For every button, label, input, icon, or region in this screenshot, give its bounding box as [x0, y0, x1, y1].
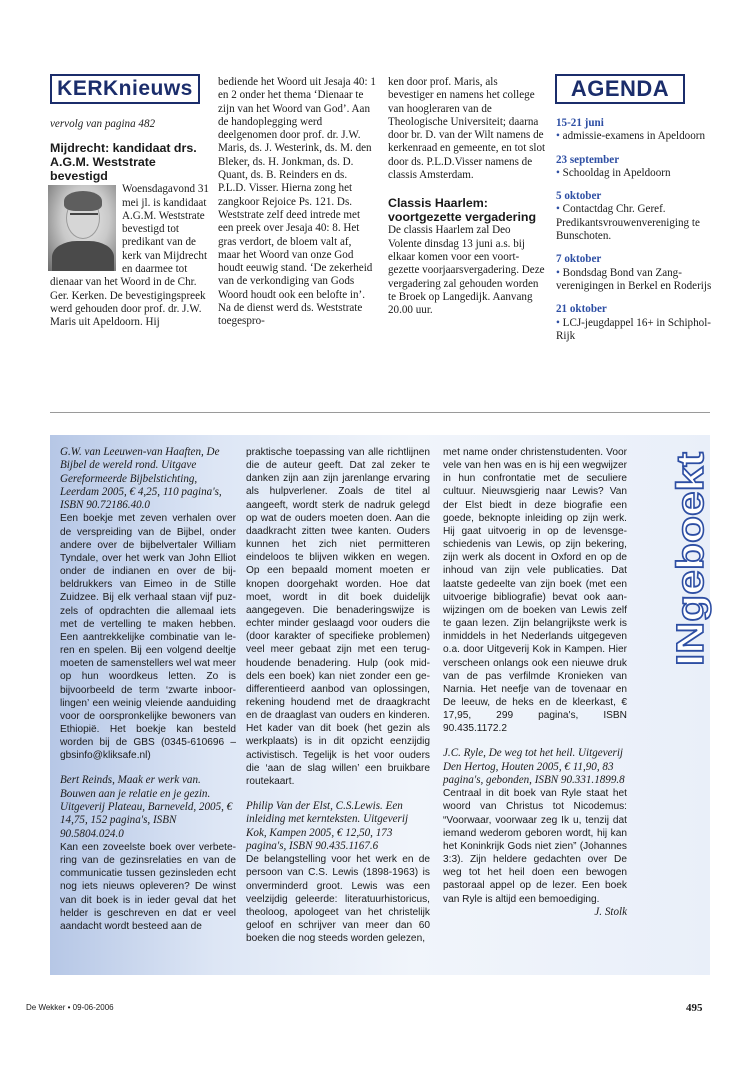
agenda-item: • Bondsdag Bond van Zangverenigingen in Berkel en Roderijs — [556, 266, 712, 292]
ingeboekt-title-text: INgeboekt — [670, 482, 712, 666]
agenda-title: AGENDA — [555, 74, 685, 104]
agenda-item: • LCJ-jeugdappel 16+ in Schiphol-Rijk — [556, 316, 711, 342]
mijdrecht-text-continued: bediende het Woord uit Jesaja 40: 1 en 2 onder het thema ‘Dienaar te zijn van het Woord van God’. Aan de handoplegging werd deelgenomen door prof. dr. J.W. Maris, ds. J. Westerink, ds. M. den Bleker, ds. H. Jonkman, ds. D. Quant, ds. B. Reinders en ds. P.L.D. Visser. Hierna zong het zangkoor Rejoice Ps. 121. Ds. Weststrate zelf deed intrede met een preek over Jesaja 40: 8. Het gras verdort, de bloem valt af, maar het Woord van onze God houdt eeuwig stand. ‘De zekerheid van de verkondiging van Gods Woord houdt ook een belofte in’. Na de dienst werd ds. Weststrate toegespro- — [218, 76, 376, 328]
agenda-date: 15-21 juni — [556, 117, 604, 129]
book-meta: J.C. Ryle, De weg tot het heil. Uitgeverij Den Hertog, Houten 2005, € 11,90, 83 pagina's, gebonden, ISBN 90.331.1899.8 — [443, 747, 625, 787]
kerknieuws-column-2 — [218, 76, 376, 329]
book-review: Centraal in dit boek van Ryle staat het woord van Christus tot Nicodemus: “Voorwaar, voorwaar zeg Ik u, tenzij dat iemand wederom geboren wordt, hij kan het Koninkrijk Gods niet zien” (Johannes 3:3). Zijn heldere gedachten over De weg tot het heil doen een bewogen pastoraal appel op de lezer. Een boek van Ryle is altijd een bemoediging. — [443, 788, 627, 905]
book-meta: Bert Reinds, Maak er werk van. Bouwen aan je relatie en je gezin. Uitgeverij Plateau, Barneveld, 2005, € 14,75, 152 pagina's, ISBN 90.5804.024.0 — [60, 774, 233, 840]
kerknieuws-title: KERKnieuws — [50, 74, 200, 104]
agenda-date: 21 oktober — [556, 303, 607, 316]
vervolg-note: vervolg van pagina 482 — [50, 118, 156, 130]
ingeboekt-vertical-title — [670, 448, 712, 668]
haarlem-text: De classis Haarlem zal Deo Volente dinsdag 13 juni a.s. bij elkaar komen voor een voortgezette voorjaarsvergadering. Deze vergadering zal gehouden worden te Broek op Langedijk. Aanvang 20.00 uur. — [388, 224, 545, 317]
kerknieuws-column-1 — [50, 118, 210, 330]
book-meta: Philip Van der Elst, C.S.Lewis. Een inleiding met kernteksten. Uitgeverij Kok, Kampen 2005, € 12,50, 173 pagina's, ISBN 90.435.1167.6 — [246, 800, 409, 852]
agenda-item: • Contactdag Chr. Geref. Predikantsvrouwenvereniging te Bunschoten. — [556, 203, 700, 243]
agenda-item: • Schooldag in Apeldoorn — [556, 166, 671, 179]
portrait-photo — [48, 185, 116, 271]
ingeboekt-column-3 — [443, 446, 627, 919]
agenda-date: 23 september — [556, 153, 620, 166]
agenda-list — [556, 117, 716, 343]
page-number: 495 — [686, 1002, 703, 1014]
book-review: Een boekje met zeven verhalen over de verspreiding van de Bijbel, onder andere over de bijbelvertaler William Tyndale, over het werk van John Elliot onder de indianen en over de bijbeldrukkers van Eimeo in de Stille Zuidzee. Bij elk verhaal staan vijf puzzels of opdrachten die allemaal iets met de vertelling te maken hebben. Een aantrekkelijke combinatie van leren en spelen. Bij een volgend deeltje moeten de samenstellers wel wat meer op hun woordkeus letten. Zo is bijvoorbeeld de term ‘zwarte inboorlingen’ een weinig vleiende aanduiding voor de oorspronkelijke bewoners van Ethiopië. Het boekje kan besteld worden bij de GBS (0345-610696 – gbsinfo@kliksafe.nl) — [60, 513, 236, 762]
kerknieuws-column-3 — [388, 76, 546, 317]
agenda-item: • admissie-examens in Apeldoorn — [556, 130, 706, 143]
book-meta: G.W. van Leeuwen-van Haaften, De Bijbel de wereld rond. Uitgave Gereformeerde Bijbelstichting, Leerdam 2005, € 4,25, 110 pagina's, ISBN 90.72186.40.0 — [60, 446, 222, 512]
mijdrecht-text-end: ken door prof. Maris, als bevestiger en namens het college van hoogleraren van de Theologische Universiteit; daarna door br. D. van der Wilt namens de kerkenraad en gemeente, en tot slot door ds. P.L.D.Visser namens de classis Amsterdam. — [388, 76, 546, 182]
ingeboekt-column-1 — [60, 446, 236, 933]
footer-publication: De Wekker • 09-06-2006 — [26, 1003, 114, 1012]
ingeboekt-column-2 — [246, 446, 430, 945]
section-divider — [50, 412, 710, 413]
book-review: Kan een zoveelste boek over verbetering van de gezinsrelaties en van de communicatie tussen gezinsleden echt nog iets nieuws opleveren? De winst van dit boek is in ieder geval dat het helder is geschreven en dat er veel aandacht wordt besteed aan de — [60, 841, 236, 932]
book-review-continued: met name onder christenstudenten. Voor vele van hen was en is hij een wegwijzer in hun confrontatie met de seculiere cultuur. Nieuwsgierig naar Lewis? Van der Elst biedt in deze biografie een goede, beknopte inleiding op zijn werk. Hij gaat uitvoerig in op de levensgeschiedenis van Lewis, op zijn bekering, zijn werk als docent in Oxford en op de inhoud van zijn vele publicaties. Dat laatste gedeelte van zijn boek (met een uitvoerige bibliografie) bevat ook aanwijzingen om de boeken van Lewis zelf te gaan lezen. Zijn belangrijkste werk is inmiddels in het Nederlands uitgegeven o.a. door Uitgeverij Kok in Kampen. Hier verscheen onlangs ook een nieuwe druk van de pas verfilmde Kronieken van Narnia. Het neefje van de tovenaar en De leeuw, de heks en de kleerkast, € 17,95, 299 pagina's, ISBN 90.435.1172.2 — [443, 447, 627, 735]
book-review: De belangstelling voor het werk en de persoon van C.S. Lewis (1898-1963) is onverminderd groot. Lewis was een veelzijdig geleerde: literatuurhistoricus, theoloog, apologeet van het christelijk geloof en schrijver van meer dan 60 boeken die nog steeds worden gelezen, — [246, 854, 430, 945]
haarlem-heading: Classis Haarlem: voortgezette vergadering — [388, 196, 537, 225]
mijdrecht-text: Woensdagavond 31 mei jl. is kandidaat A.G.M. Weststrate bevestigd tot predikant van de kerk van Mijdrecht en daarmee tot dienaar van het Woord in de Chr. Ger. Kerken. De bevestigingspreek werd gehouden door prof. dr. J.W. Maris uit Apeldoorn. Hij — [50, 183, 209, 329]
agenda-date: 7 oktober — [556, 253, 602, 266]
agenda-date: 5 oktober — [556, 190, 602, 203]
book-review-continued: praktische toepassing van alle richtlijnen die de auteur geeft. Dat zal zeker te danken zijn aan zijn jarenlange ervaring als hulpverlener. Zoals de titel al aangeeft, wordt sterk de nadruk gelegd op wat de ouders moeten doen. Aan die daadkracht zitten twee kanten. Ouders kunnen het zich niet permitteren eindeloos te blijven wikken en wegen. Op een bepaald moment moeten er knopen doorgehakt worden. Hoe dat moet, wordt in dit boek duidelijk aangegeven. Die benaderingswijze is echter minder geslaagd voor ouders die (door karakter of specifieke problemen) veel meer gebaat zijn met een terughoudende benadering. Hulp (ook middels een boek) kan niet zonder een gedifferentieerd aanbod van oplossingen, rekening houdend met de draagkracht en de draaglast van ouders en kinderen. Het kader van dit boek (het gezin als werkplaats) is in dit opzicht eenzijdig activistisch. Tegelijk is het voor ouders die ‘aan de slag willen’ een bruikbare routekaart. — [246, 447, 430, 787]
mijdrecht-heading: Mijdrecht: kandidaat drs. A.G.M. Weststrate bevestigd — [50, 141, 197, 184]
signature: J. Stolk — [594, 905, 627, 918]
